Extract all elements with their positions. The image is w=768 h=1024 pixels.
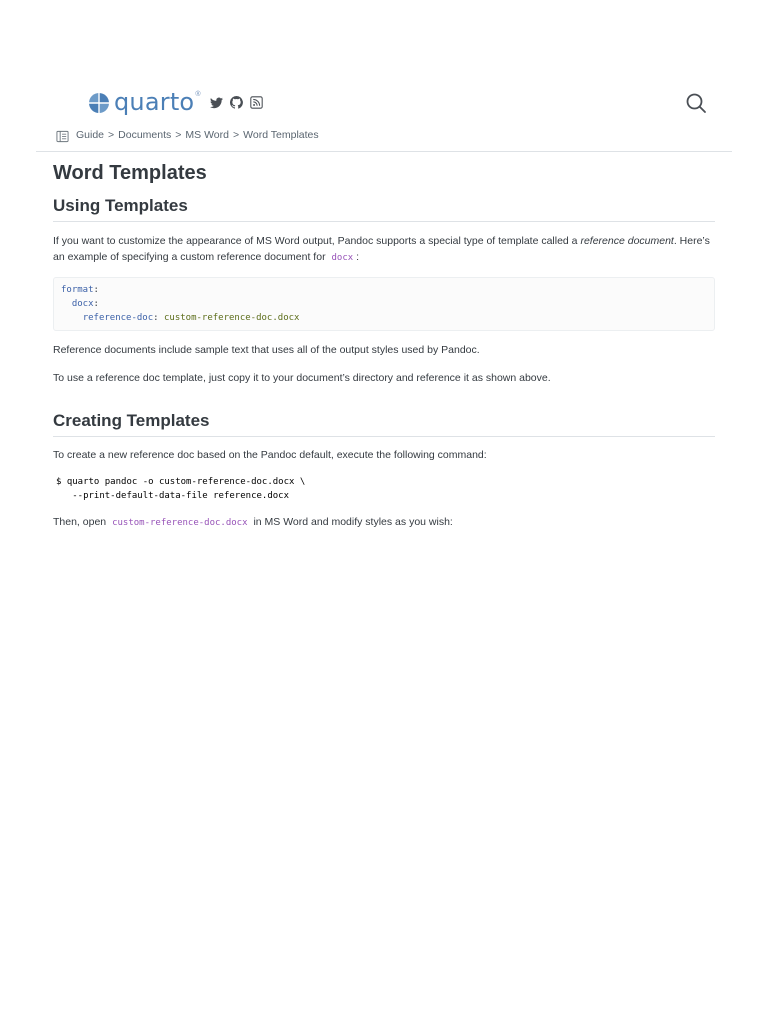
sidebar-toggle-icon[interactable] bbox=[56, 130, 69, 143]
yaml-colon: : bbox=[93, 285, 99, 295]
breadcrumb-ms-word[interactable]: MS Word bbox=[185, 129, 229, 141]
creating-paragraph-1: To create a new reference doc based on the Pandoc default, execute the following command: bbox=[53, 449, 487, 461]
twitter-icon[interactable] bbox=[210, 96, 223, 109]
navbar bbox=[0, 0, 768, 124]
breadcrumb-separator: > bbox=[233, 129, 240, 141]
yaml-colon: : bbox=[93, 299, 99, 309]
yaml-key-format: format bbox=[61, 285, 94, 295]
breadcrumb-separator: > bbox=[108, 129, 115, 141]
shell-command-line-1: $ quarto pandoc -o custom-reference-doc.docx \ bbox=[56, 477, 306, 487]
intro-text-start: If you want to customize the appearance of MS Word output, Pandoc supports a special type of template called a bbox=[53, 235, 581, 247]
logo-registered-mark: ® bbox=[195, 90, 201, 98]
using-paragraph-3: To use a reference doc template, just copy it to your document’s directory and reference it as shown above. bbox=[53, 372, 551, 384]
breadcrumb-separator: > bbox=[175, 129, 182, 141]
yaml-key-reference-doc: reference-doc bbox=[82, 313, 154, 323]
main-content bbox=[53, 152, 715, 531]
intro-emphasis: reference document bbox=[580, 235, 674, 247]
then-open-text: Then, open bbox=[53, 516, 107, 528]
yaml-colon: : bbox=[153, 313, 164, 323]
social-links bbox=[210, 96, 263, 109]
section-heading-creating-templates: Creating Templates bbox=[53, 409, 715, 437]
quarto-logo[interactable] bbox=[88, 90, 201, 116]
breadcrumb bbox=[76, 129, 319, 141]
inline-code-docx: docx bbox=[331, 253, 354, 263]
using-intro-paragraph bbox=[53, 233, 715, 266]
yaml-key-docx: docx bbox=[71, 299, 94, 309]
shell-command-block bbox=[53, 475, 715, 503]
breadcrumb-word-templates[interactable]: Word Templates bbox=[243, 129, 319, 141]
inline-code-custom-reference-doc: custom-reference-doc.docx bbox=[112, 518, 248, 528]
github-icon[interactable] bbox=[230, 96, 243, 109]
page-title: Word Templates bbox=[53, 162, 207, 184]
intro-text-middle: . Here’s an example of specifying a custom reference document for bbox=[53, 235, 710, 263]
breadcrumb-documents[interactable]: Documents bbox=[118, 129, 172, 141]
intro-text-end: : bbox=[356, 251, 360, 263]
quarto-logo-icon bbox=[88, 92, 110, 114]
yaml-code-block bbox=[53, 277, 715, 331]
breadcrumb-bar bbox=[36, 124, 732, 152]
section-heading-using-templates: Using Templates bbox=[53, 194, 715, 222]
logo-text: quarto bbox=[114, 88, 195, 116]
using-paragraph-2: Reference documents include sample text that uses all of the output styles used by Pandoc. bbox=[53, 344, 480, 356]
creating-paragraph-2 bbox=[53, 514, 715, 531]
yaml-value-reference-doc: custom-reference-doc.docx bbox=[163, 313, 300, 323]
breadcrumb-guide[interactable]: Guide bbox=[76, 129, 105, 141]
shell-command-line-2: --print-default-data-file reference.docx bbox=[56, 491, 289, 501]
rss-icon[interactable] bbox=[250, 96, 263, 109]
modify-styles-text: in MS Word and modify styles as you wish: bbox=[253, 516, 453, 528]
search-icon[interactable] bbox=[685, 92, 707, 114]
